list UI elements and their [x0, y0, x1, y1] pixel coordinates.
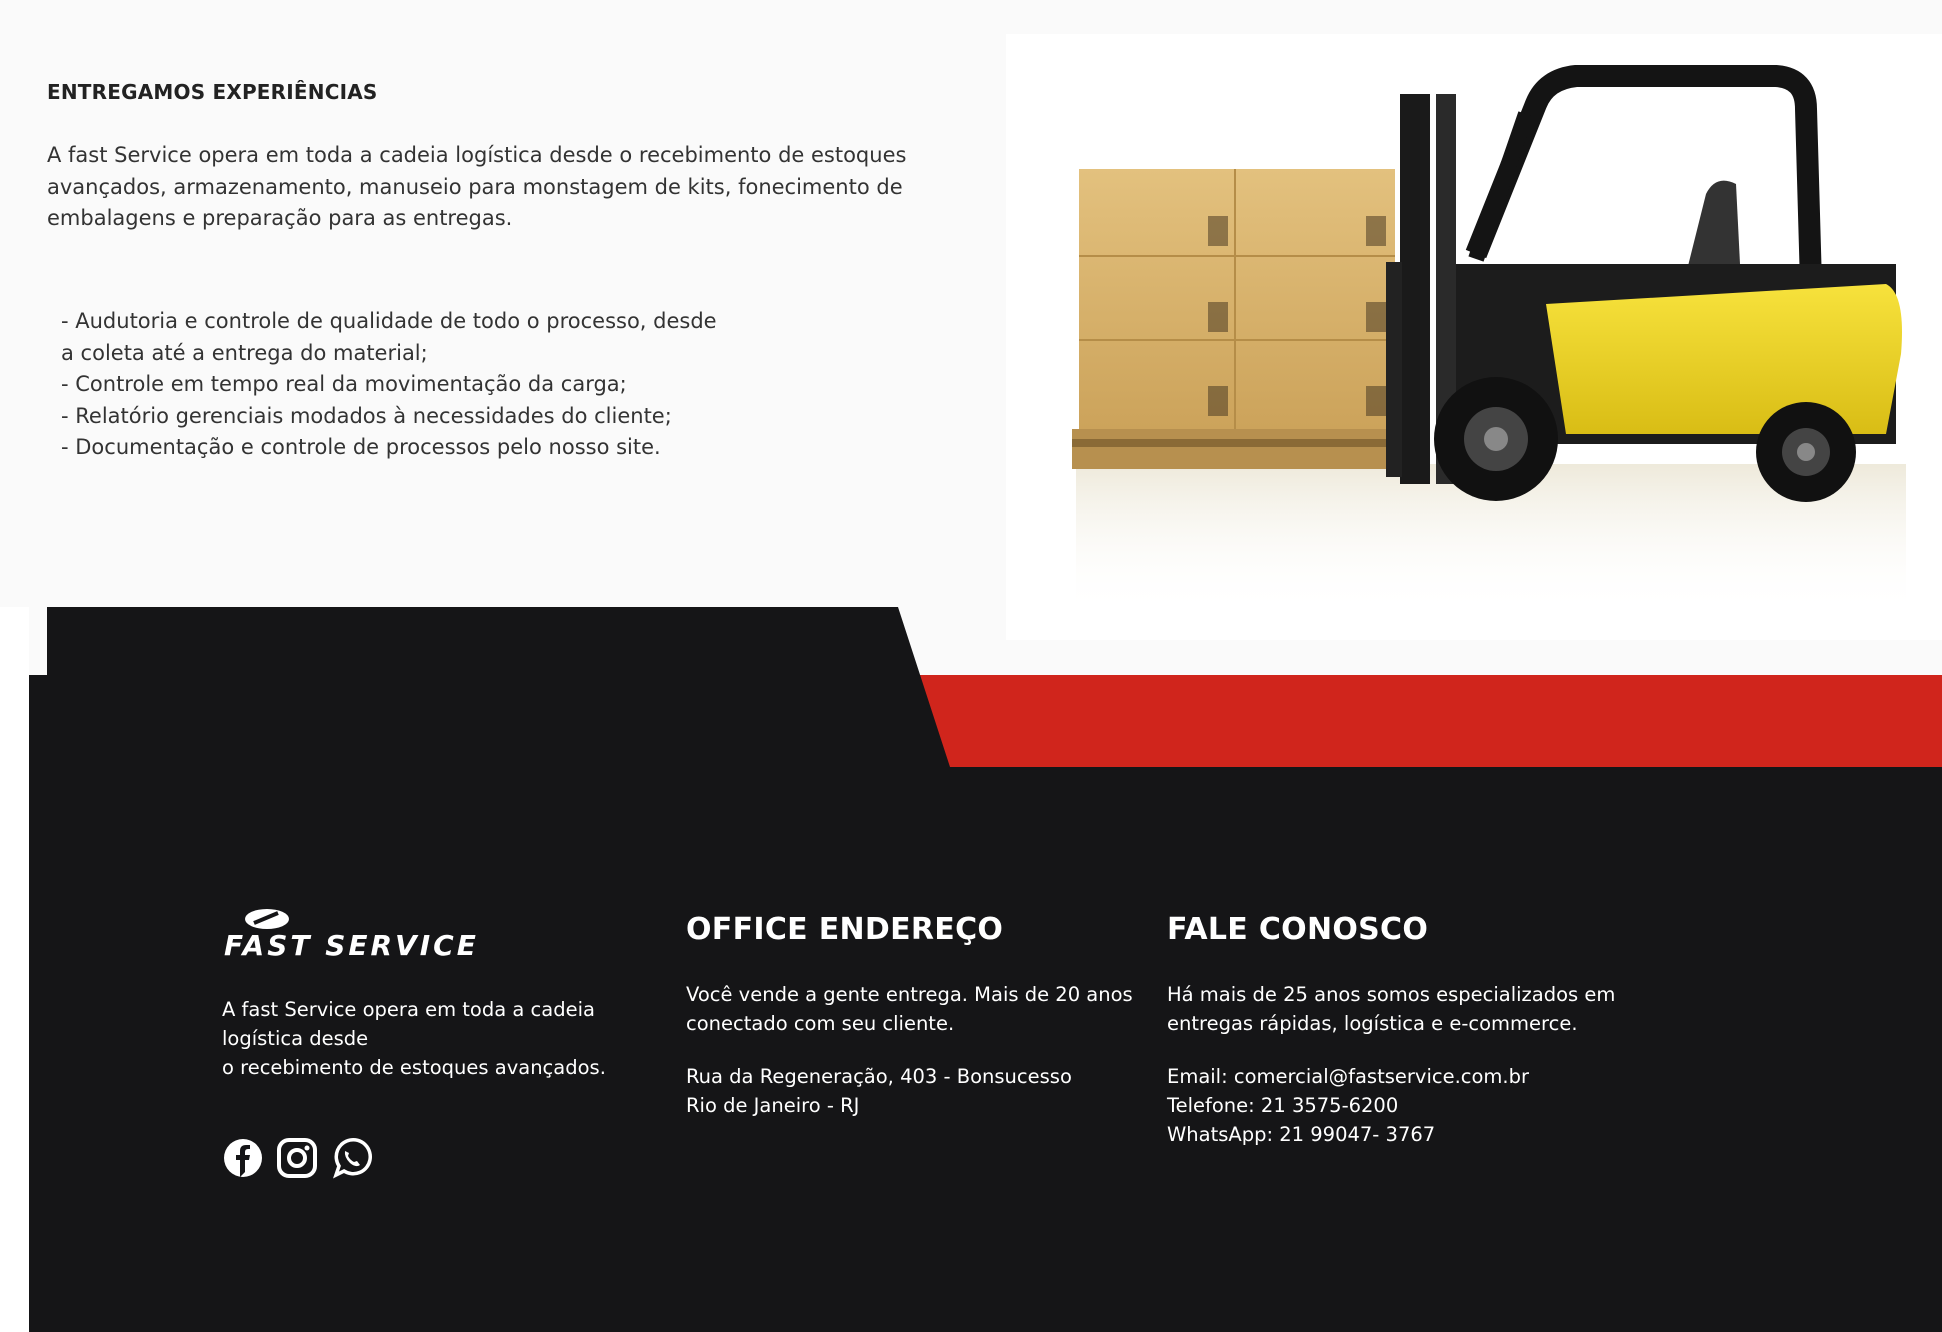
instagram-icon[interactable] [276, 1137, 318, 1179]
office-line: Você vende a gente entrega. Mais de 20 anos [686, 983, 1133, 1006]
social-links [222, 1137, 372, 1179]
contact-line: Há mais de 25 anos somos especializados em [1167, 983, 1616, 1006]
list-item: - Controle em tempo real da movimentação da carga; [61, 372, 627, 396]
office-address [686, 1062, 1072, 1120]
about-line: o recebimento de estoques avançados. [222, 1056, 606, 1079]
list-item: - Audutoria e controle de qualidade de todo o processo, desde [61, 309, 717, 333]
contact-description [1167, 980, 1615, 1038]
contact-details [1167, 1062, 1529, 1149]
logo-text: FAST SERVICE [224, 929, 479, 962]
list-item: a coleta até a entrega do material; [61, 340, 428, 365]
list-item: - Documentação e controle de processos pelo nosso site. [61, 435, 661, 459]
cardboard-boxes [1079, 169, 1395, 464]
services-list [61, 306, 761, 464]
contact-title: FALE CONOSCO [1167, 912, 1429, 947]
forklift-with-pallet-icon [1006, 34, 1942, 640]
contact-phone[interactable]: Telefone: 21 3575-6200 [1167, 1094, 1399, 1117]
experiences-section [0, 0, 1942, 640]
fast-service-logo [222, 907, 479, 977]
address-line: Rio de Janeiro - RJ [686, 1094, 860, 1117]
about-line: A fast Service opera em toda a cadeia [222, 998, 595, 1021]
facebook-icon[interactable] [222, 1137, 264, 1179]
footer-about [222, 995, 606, 1082]
office-line: conectado com seu cliente. [686, 1012, 955, 1035]
contact-line: entregas rápidas, logística e e-commerce. [1167, 1012, 1578, 1035]
section-title: ENTREGAMOS EXPERIÊNCIAS [47, 80, 378, 104]
site-footer [0, 607, 1942, 1332]
about-line: logística desde [222, 1027, 369, 1050]
office-title: OFFICE ENDEREÇO [686, 912, 1004, 947]
whatsapp-icon[interactable] [330, 1137, 372, 1179]
section-intro: A fast Service opera em toda a cadeia logística desde o recebimento de estoques avançados, armazenamento, manuseio para monstagem de kits, fonecimento de embalagens e preparação para as entregas. [47, 143, 907, 230]
office-description [686, 980, 1133, 1038]
list-item: - Relatório gerenciais modados à necessidades do cliente; [61, 403, 672, 428]
contact-whatsapp[interactable]: WhatsApp: 21 99047- 3767 [1167, 1123, 1436, 1146]
pallet [1072, 429, 1402, 469]
contact-email[interactable]: Email: comercial@fastservice.com.br [1167, 1065, 1530, 1088]
forklift-image [1006, 34, 1942, 640]
address-line: Rua da Regeneração, 403 - Bonsucesso [686, 1065, 1072, 1088]
